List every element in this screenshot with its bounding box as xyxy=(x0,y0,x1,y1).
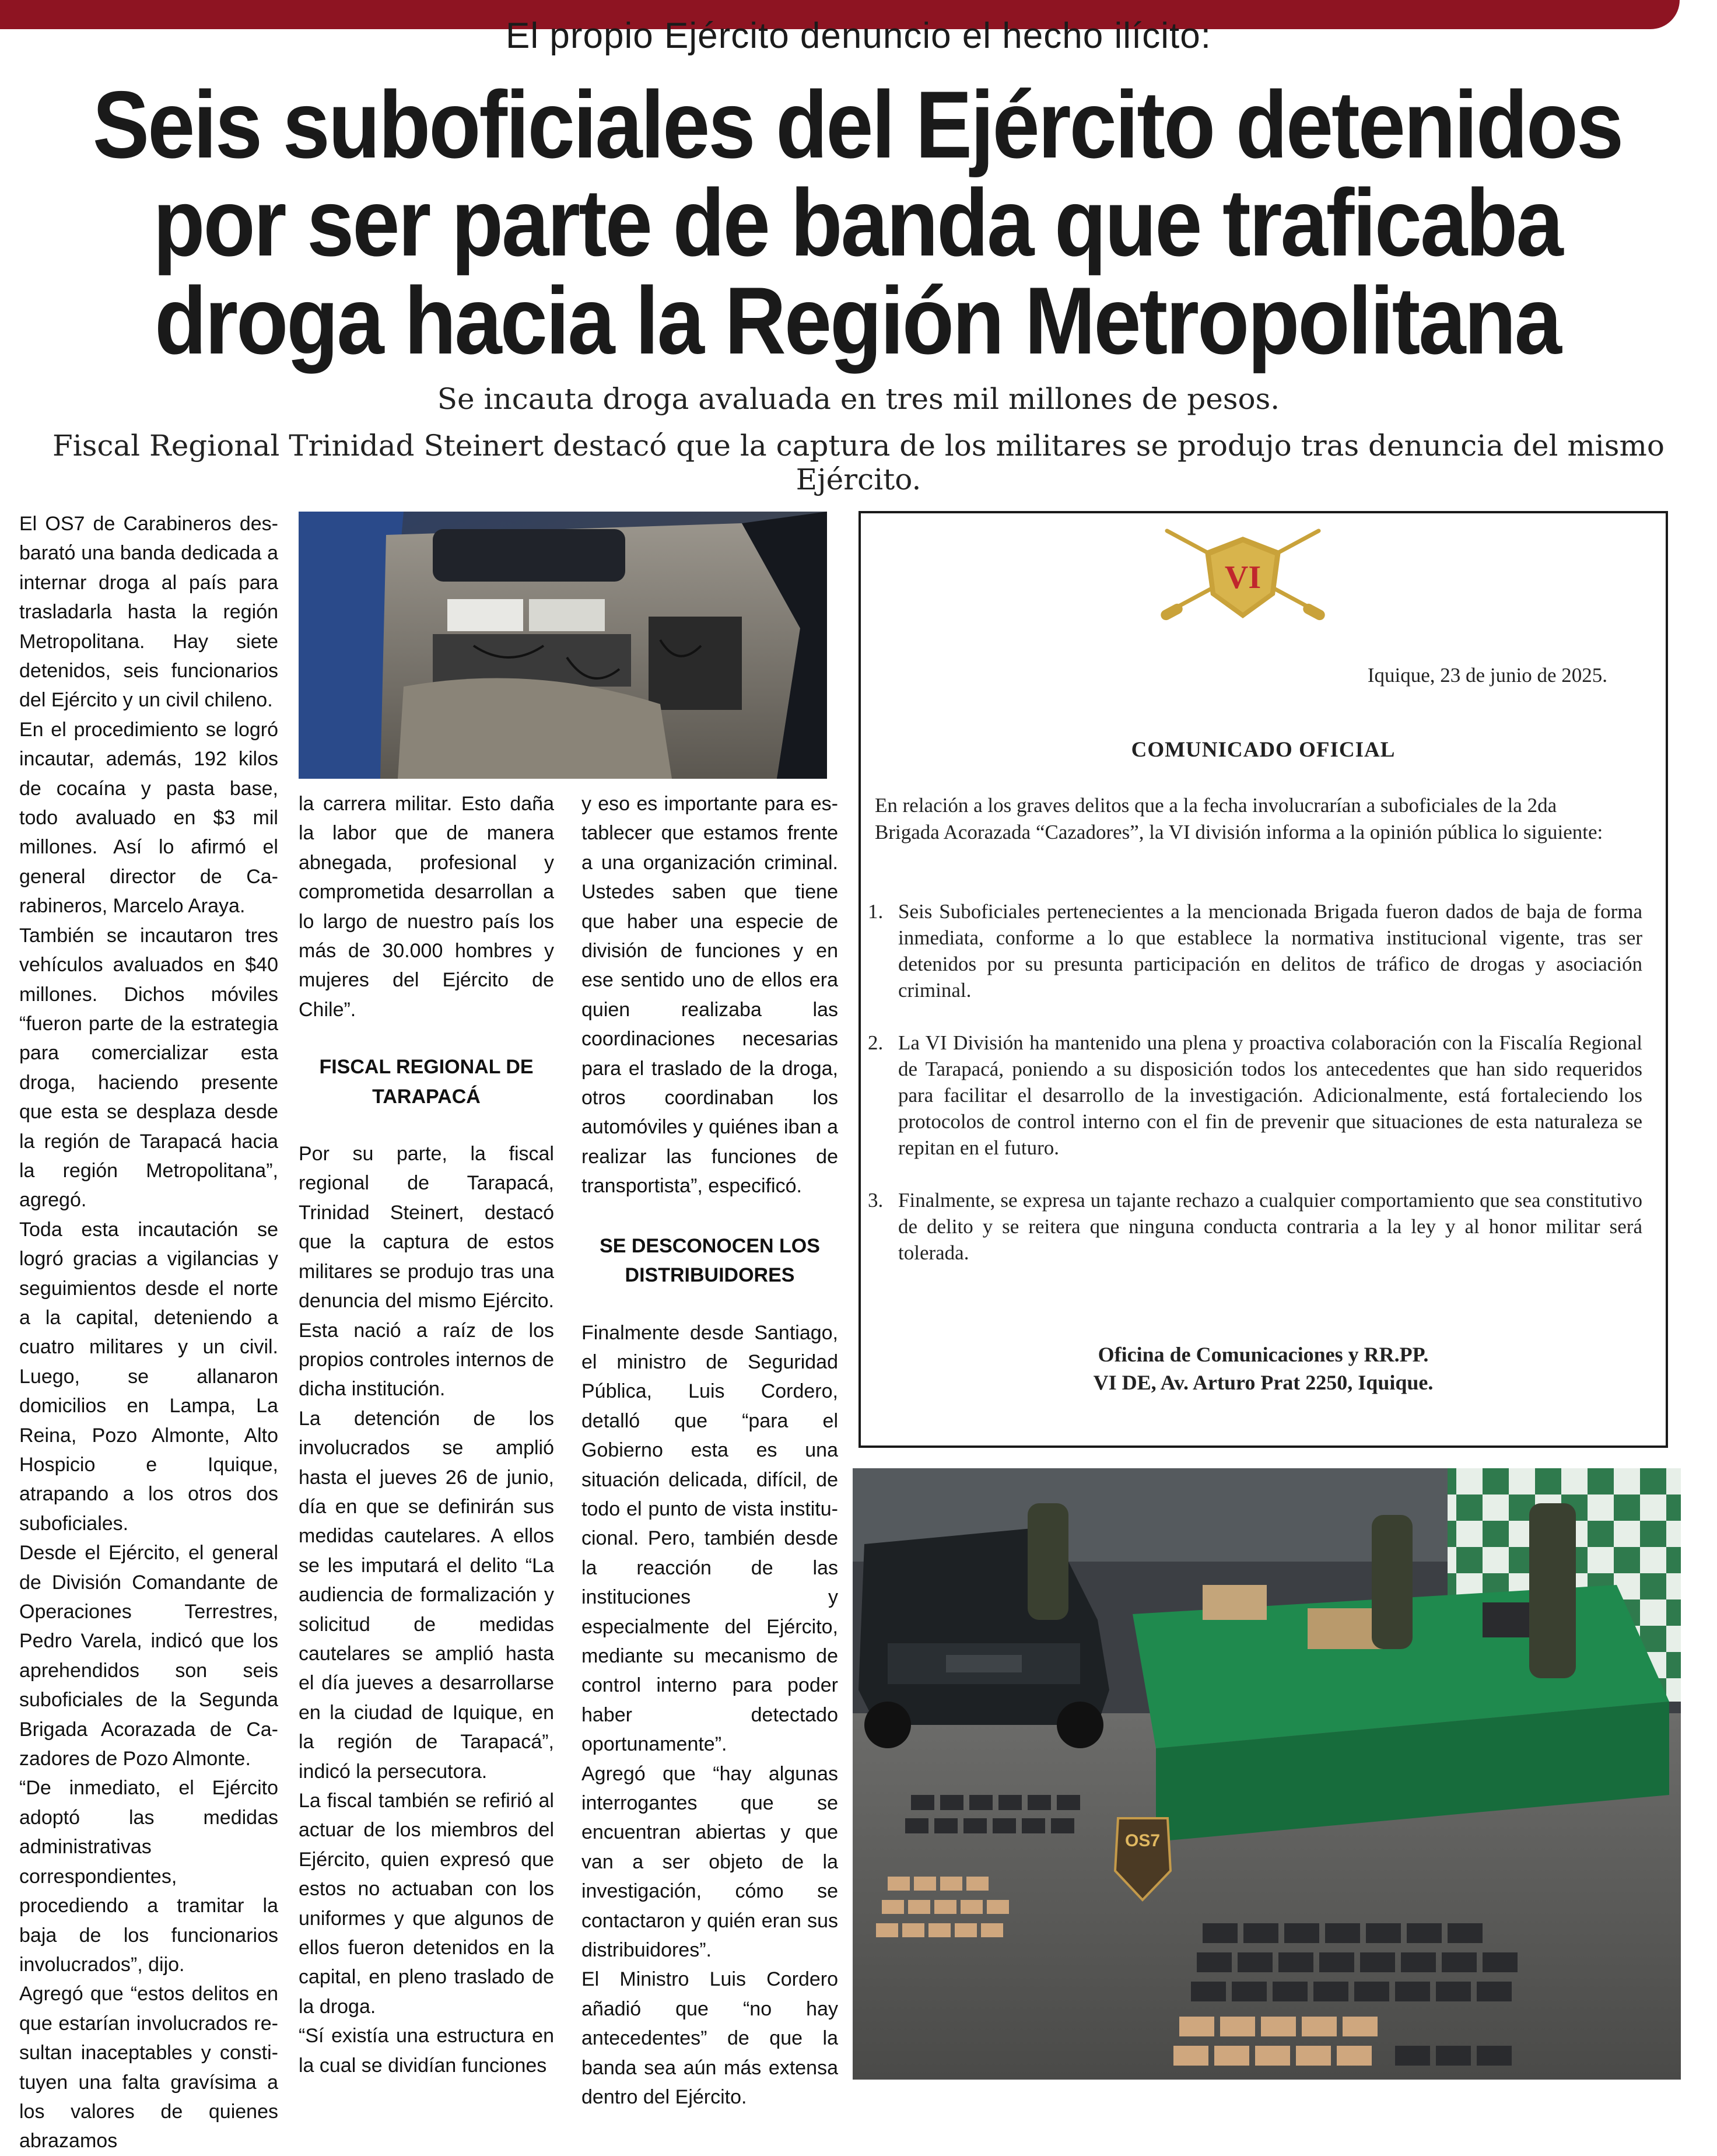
signature-line-2: VI DE, Av. Arturo Prat 2250, Iquique. xyxy=(1093,1371,1434,1394)
paragraph: Finalmente desde Santiago, el ministro de Seguridad Pública, Luis Cordero, detalló que “para el Gobierno esta es una situación delicada, difícil, de todo el punto de vista institucional. Pero, también desde la reacción de las instituciones y especialmente del Ejército, mediante su mecanismo de control interno para poder haber detectado oportunamente”. xyxy=(581,1321,838,1756)
paragraph: La fiscal también se refirió al actuar de los miembros del Ejército, quien expresó que estos no actuaban con los uniformes y que algunos de ellos fueron detenidos en la capital, en pleno traslado de la droga. xyxy=(299,1790,554,2018)
headline-line-2: por ser parte de banda que traficaba xyxy=(153,169,1562,276)
os7-badge-label: OS7 xyxy=(1124,1831,1161,1850)
paragraph: Desde el Ejército, el general de División Comandante de Operaciones Terrestres, Pedro Varela, indicó que los aprehendidos son seis suboficiales de la Segunda Brigada Acorazada de Cazadores de Pozo Almonte. xyxy=(19,1542,278,1770)
paragraph: El Ministro Luis Cordero añadió que “no hay antecedentes” de que la banda sea aún más extensa dentro del Ejército. xyxy=(581,1968,838,2109)
communique-title: COMUNICADO OFICIAL xyxy=(1131,738,1396,762)
article-column-2 xyxy=(299,789,554,2080)
subtitle-line-1: Se incauta droga avaluada en tres mil millones de pesos. xyxy=(437,382,1280,416)
paragraph: El OS7 de Carabineros desbaratό una banda dedicada a internar droga al país para trasladarla hasta la región Metropolitana. Hay siete detenidos, seis funcionarios del Ejército y un civil chileno. xyxy=(19,513,278,712)
official-communique xyxy=(859,511,1668,1448)
paragraph: Agregó que “estos delitos en que estarían involucrados resultan inaceptables y constituyen una falta gravísima a los valores de quienes abrazamos xyxy=(19,1983,278,2152)
headline xyxy=(17,71,1697,374)
list-item-text: Seis Suboficiales pertenecientes a la mencionada Brigada fueron dados de baja de forma inmediata, conforme a lo que establece la normativa institucional vigente, tras ser detenidos por su presunta participación en delitos de tráfico de drogas y asociación criminal. xyxy=(898,900,1642,1002)
drug-seizure-photo xyxy=(853,1468,1681,2080)
headline-line-1: Seis suboficiales del Ejército detenidos xyxy=(92,71,1623,178)
article-column-1 xyxy=(19,509,278,2156)
paragraph: También se incautaron tres vehículos avaluados en $40 millones. Dichos móviles “fueron parte de la estrategia para comercializar esta droga, haciendo presente que esta se desplaza desde la región de Tarapacá hacia la región Metropolitana”, agregó. xyxy=(19,924,278,1212)
paragraph: Toda esta incautación se logró gracias a vigilancias y seguimientos desde el norte a la capital, deteniendo a cuatro militares y un civil. Luego, se allanaron domicilios en Lampa, La Reina, Pozo Almonte, Alto Hospicio e Iquique, atrapando a los otros dos suboficiales. xyxy=(19,1218,278,1535)
communique-intro: En relación a los graves delitos que a la fecha involucrarían a suboficiales de la 2da Brigada Acorazada “Cazadores”, la VI división informa a la opinión pública lo siguiente: xyxy=(875,794,1603,844)
list-item xyxy=(861,1187,1642,1266)
list-item-number: 1. xyxy=(868,900,884,923)
subtitle-line-2: Fiscal Regional Trinidad Steinert destacó que la captura de los militares se produjo tras denuncia del mismo Ejército. xyxy=(52,429,1665,496)
paragraph: En el procedimiento se logró incautar, además, 192 kilos de cocaína y pasta base, todo avaluado en $3 mil millones. Así lo afirmó el general director de Carabineros, Marcelo Araya. xyxy=(19,718,278,918)
list-item-number: 2. xyxy=(868,1031,884,1054)
emblem-label: VI xyxy=(1224,559,1262,596)
paragraph: “Sí existía una estructura en la cual se dividían funciones xyxy=(299,2025,554,2077)
vehicle-compartment-photo xyxy=(299,512,827,779)
paragraph: La detención de los involucrados se amplió hasta el jueves 26 de junio, día en que se definirán sus medidas cautelares. A ellos se les imputará el delito “La audiencia de formalización y solicitud de medidas cautelares se amplió hasta el día jueves a desarrollarse en la ciudad de Iquique, en la región de Tarapacá”, indicó la persecutora. xyxy=(299,1407,554,1783)
communique-date: Iquique, 23 de junio de 2025. xyxy=(1367,664,1607,687)
signature-line-1: Oficina de Comunicaciones y RR.PP. xyxy=(1098,1343,1429,1366)
list-item-number: 3. xyxy=(868,1189,884,1212)
list-item xyxy=(861,898,1642,1003)
list-item-text: Finalmente, se expresa un tajante rechazo a cualquier comportamiento que sea constitutivo de delito y se reitera que ninguna conducta contraria a la ley y al honor militar será tolerada. xyxy=(898,1189,1642,1264)
paragraph: la carrera militar. Esto daña la labor que de manera abnegada, profesional y comprometida desarrollan a lo largo de nuestro país los más de 30.000 hombres y mujeres del Ejército de Chile”. xyxy=(299,793,554,1021)
kicker: El propio Ejército denuncio el hecho ilícito: xyxy=(506,16,1211,56)
army-division-emblem-icon xyxy=(1155,525,1330,630)
section-subhead: SE DESCONOCEN LOS DISTRIBUIDORES xyxy=(600,1234,820,1287)
communique-signature xyxy=(861,1340,1666,1396)
paragraph: Por su parte, la fiscal regional de Tarapacá, Trinidad Steinert, destacó que la captura de estos militares se produjo tras una denuncia del mismo Ejército. Esta nació a raíz de los propios controles internos de dicha institución. xyxy=(299,1143,554,1401)
communique-list xyxy=(861,898,1642,1292)
paragraph: Agregó que “hay algunas interrogantes que se encuentran abiertas y que van a ser objeto de la investigación, cómo se contactaron y quién eran sus distribuidores”. xyxy=(581,1762,838,1962)
list-item-text: La VI División ha mantenido una plena y proactiva colaboración con la Fiscalía Regional de Tarapacá, poniendo a su disposición todos los antecedentes que han sido requeridos para facilitar el desarrollo de la investigación. Adicionalmente, está fortaleciendo los protocolos de control interno con el fin de prevenir que situaciones de esta naturaleza se repitan en el futuro. xyxy=(898,1031,1642,1159)
section-subhead: FISCAL REGIONAL DE TARAPACÁ xyxy=(319,1056,534,1108)
article-column-3 xyxy=(581,789,838,2112)
paragraph: “De inmediato, el Ejército adoptó las medidas administrativas correspondientes, procediendo a tramitar la baja de los funcionarios involucrados”, dijo. xyxy=(19,1777,278,1976)
headline-line-3: droga hacia la Región Metropolitana xyxy=(155,267,1560,374)
paragraph: y eso es importante para establecer que estamos frente a una organización criminal. Ustedes saben que tiene que haber una especie de división de funciones y en ese sentido uno de ellos era quien realizaba las coordinaciones necesarias para el traslado de la droga, otros coordinaban los automóviles y quiénes iban a realizar las funciones de transportista”, especificó. xyxy=(581,793,838,1198)
list-item xyxy=(861,1030,1642,1161)
